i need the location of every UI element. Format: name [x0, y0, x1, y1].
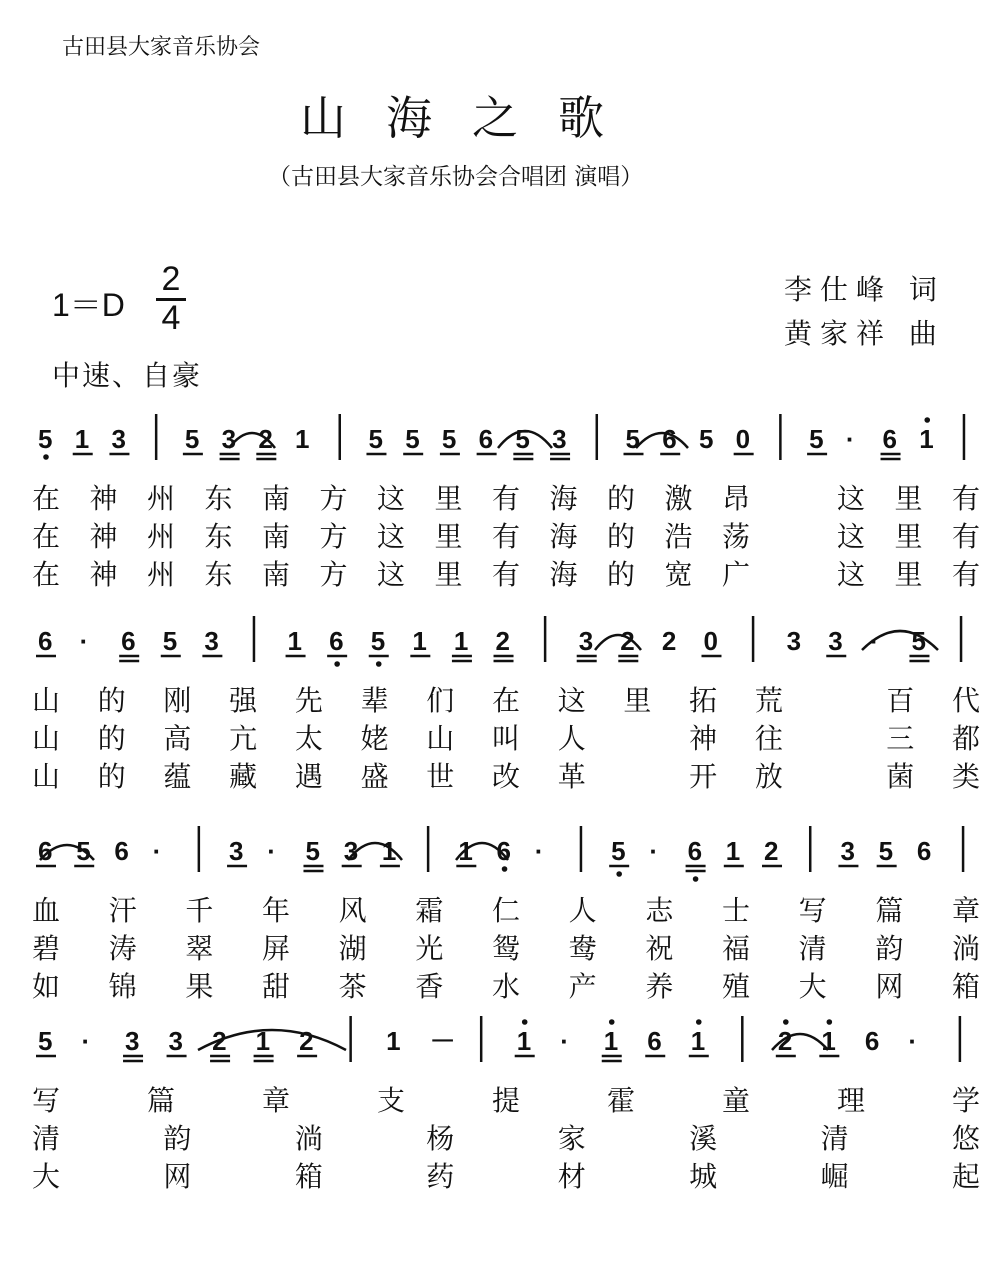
lyric-char: 改 [492, 760, 521, 793]
note-6: 6 [114, 836, 129, 866]
lyric-char: 有 [492, 558, 521, 591]
note-3: 3 [840, 836, 855, 866]
lyric-char: 太 [294, 722, 323, 755]
lyric-char: 悠 [952, 1122, 981, 1155]
high-octave-dot [827, 1019, 833, 1025]
lyric-char: 叫 [492, 722, 521, 755]
note-5: 5 [184, 424, 200, 454]
dotted-note-dot: · [267, 836, 276, 866]
lyric-char: 祝 [645, 932, 674, 965]
lyric-char: 荒 [754, 684, 783, 717]
lyric-char: 风 [338, 894, 367, 927]
lyric-char: 这 [837, 520, 866, 553]
lyric-char: 激 [664, 482, 693, 515]
low-octave-dot [616, 871, 622, 877]
lyric-char: 类 [952, 760, 981, 793]
note-1: 1 [295, 424, 310, 454]
lyric-char: 辈 [360, 684, 389, 717]
lyric-char: 州 [147, 482, 176, 515]
lyric-char: 的 [607, 558, 636, 591]
lyric-char: 药 [426, 1160, 455, 1193]
lyric-char: 菌 [886, 760, 915, 793]
note-6: 6 [121, 626, 136, 656]
lyric-char: 里 [434, 482, 463, 515]
lyric-char: 崛 [820, 1160, 849, 1193]
lyric-char: 的 [97, 760, 126, 793]
lyric-char: 材 [557, 1160, 586, 1193]
high-octave-dot [924, 417, 930, 423]
note-5: 5 [305, 836, 320, 866]
lyric-char: 涛 [108, 932, 137, 965]
lyric-char: 果 [185, 970, 214, 1003]
note-2: 2 [495, 626, 510, 656]
note-2: 2 [661, 626, 677, 656]
lyric-char: 里 [434, 558, 463, 591]
lyric-char: 香 [415, 970, 444, 1003]
lyric-char: 先 [294, 684, 323, 717]
lyric-char: 里 [434, 520, 463, 553]
lyric-char: 在 [32, 520, 61, 553]
lyric-char: 山 [32, 722, 61, 755]
note-6: 6 [496, 836, 512, 866]
note-6: 6 [647, 1026, 662, 1056]
note-－: － [429, 1026, 456, 1056]
lyric-char: 水 [492, 970, 521, 1003]
lyric-char: 的 [97, 684, 126, 717]
lyric-char: 志 [645, 894, 674, 927]
note-1: 1 [255, 1026, 271, 1056]
lyric-char: 网 [163, 1160, 192, 1193]
note-6: 6 [916, 836, 932, 866]
lyric-char: 清 [820, 1122, 849, 1155]
lyric-char: 南 [262, 558, 291, 591]
note-5: 5 [368, 424, 383, 454]
note-5: 5 [515, 424, 530, 454]
dotted-note-dot: · [534, 836, 544, 866]
note-3: 3 [578, 626, 594, 656]
note-5: 5 [162, 626, 178, 656]
lyric-char: 州 [147, 520, 176, 553]
lyric-char: 淌 [294, 1122, 323, 1155]
lyric-char: 盛 [360, 760, 389, 793]
note-1: 1 [690, 1026, 706, 1056]
composer-credit: 黄家祥 曲 [784, 317, 945, 350]
lyric-char: 汗 [108, 894, 137, 927]
lyric-char: 城 [689, 1160, 718, 1193]
note-1: 1 [287, 626, 303, 656]
lyric-char: 杨 [426, 1122, 455, 1155]
dotted-note-dot: · [79, 626, 89, 656]
lyric-char: 宽 [664, 558, 693, 591]
lyric-char: 有 [952, 520, 981, 553]
high-octave-dot [783, 1019, 789, 1025]
lyric-char: 殖 [722, 970, 751, 1003]
lyric-char: 山 [32, 684, 61, 717]
lyric-char: 蕴 [163, 760, 192, 793]
lyric-char: 方 [319, 520, 348, 553]
note-6: 6 [38, 836, 53, 866]
dotted-note-dot: · [649, 836, 659, 866]
lyric-char: 清 [32, 1122, 61, 1155]
lyric-char: 神 [89, 520, 118, 553]
lyric-char: 往 [754, 722, 783, 755]
low-octave-dot [376, 661, 382, 667]
note-1: 1 [919, 424, 934, 454]
lyric-char: 箱 [294, 1160, 323, 1193]
lyric-char: 广 [722, 558, 751, 591]
dotted-note-dot: · [81, 1026, 91, 1056]
note-1: 1 [453, 626, 469, 656]
lyric-char: 南 [262, 520, 291, 553]
lyric-char: 人 [568, 894, 597, 927]
lyric-char: 山 [32, 760, 61, 793]
lyric-char: 神 [89, 482, 118, 515]
lyric-char: 茶 [338, 970, 367, 1003]
lyric-char: 有 [492, 482, 521, 515]
lyric-char: 在 [32, 482, 61, 515]
note-5: 5 [38, 1026, 53, 1056]
lyric-char: 提 [492, 1084, 521, 1117]
lyric-char: 里 [894, 558, 923, 591]
lyric-char: 神 [89, 558, 118, 591]
note-6: 6 [329, 626, 344, 656]
lyric-char: 海 [549, 520, 578, 553]
note-3: 3 [343, 836, 359, 866]
lyric-char: 千 [185, 894, 214, 927]
lyric-char: 这 [377, 558, 406, 591]
note-1: 1 [412, 626, 427, 656]
lyric-char: 们 [426, 684, 455, 717]
note-5: 5 [911, 626, 926, 656]
lyric-char: 甜 [262, 970, 291, 1003]
note-1: 1 [603, 1026, 619, 1056]
low-octave-dot [43, 454, 49, 460]
lyric-char: 支 [377, 1084, 406, 1117]
note-2: 2 [764, 836, 779, 866]
note-2: 2 [258, 424, 273, 454]
lyric-char: 里 [623, 684, 652, 717]
lyric-char: 童 [722, 1084, 751, 1117]
lyric-char: 屏 [262, 932, 291, 965]
lyric-char: 士 [722, 894, 751, 927]
lyric-char: 刚 [163, 684, 192, 717]
low-octave-dot [334, 661, 340, 667]
lyric-char: 南 [262, 482, 291, 515]
lyric-char: 东 [204, 520, 233, 553]
key-signature: 1＝D [52, 287, 125, 323]
note-2: 2 [620, 626, 635, 656]
tempo-marking: 中速、自豪 [52, 359, 203, 392]
lyric-char: 篇 [147, 1084, 176, 1117]
note-0: 0 [735, 424, 751, 454]
note-2: 2 [299, 1026, 314, 1056]
lyric-char: 神 [689, 722, 718, 755]
lyric-char: 荡 [722, 520, 751, 553]
organization-header: 古田县大家音乐协会 [62, 35, 261, 60]
lyric-char: 方 [319, 482, 348, 515]
note-3: 3 [221, 424, 237, 454]
note-3: 3 [786, 626, 802, 656]
note-6: 6 [38, 626, 53, 656]
note-0: 0 [703, 626, 718, 656]
lyric-char: 姥 [360, 722, 389, 755]
lyric-char: 开 [689, 760, 718, 793]
lyric-char: 代 [952, 684, 981, 717]
lyric-char: 大 [32, 1160, 61, 1193]
lyric-char: 有 [952, 482, 981, 515]
lyric-char: 东 [204, 558, 233, 591]
note-2: 2 [777, 1026, 793, 1056]
note-1: 1 [74, 424, 90, 454]
lyric-char: 山 [426, 722, 455, 755]
lyric-char: 理 [837, 1084, 866, 1117]
lyric-char: 州 [147, 558, 176, 591]
lyric-char: 东 [204, 482, 233, 515]
time-signature-top: 2 [156, 262, 186, 301]
lyricist-credit: 李仕峰 词 [784, 273, 945, 306]
lyric-char: 光 [415, 932, 444, 965]
lyric-char: 章 [262, 1084, 291, 1117]
lyric-char: 放 [754, 760, 783, 793]
note-3: 3 [204, 626, 219, 656]
lyric-char: 篇 [875, 894, 904, 927]
lyric-char: 韵 [875, 932, 904, 965]
note-5: 5 [809, 424, 824, 454]
lyric-char: 里 [894, 520, 923, 553]
lyric-char: 百 [886, 684, 915, 717]
lyric-char: 有 [952, 558, 981, 591]
lyric-char: 方 [319, 558, 348, 591]
high-octave-dot [522, 1019, 528, 1025]
lyric-char: 锦 [108, 970, 137, 1003]
lyric-char: 的 [607, 520, 636, 553]
note-2: 2 [212, 1026, 227, 1056]
lyric-char: 鸯 [568, 932, 597, 965]
lyric-char: 霍 [607, 1084, 636, 1117]
note-1: 1 [516, 1026, 532, 1056]
lyric-char: 这 [377, 520, 406, 553]
song-title: 山海之歌 [300, 91, 644, 145]
note-1: 1 [458, 836, 473, 866]
high-octave-dot [609, 1019, 615, 1025]
lyric-char: 福 [722, 932, 751, 965]
lyric-char: 霜 [415, 894, 444, 927]
lyric-char: 养 [645, 970, 674, 1003]
song-subtitle: （古田县大家音乐协会合唱团 演唱） [268, 164, 644, 190]
note-1: 1 [386, 1026, 401, 1056]
dotted-note-dot: · [845, 424, 855, 454]
lyric-char: 海 [549, 482, 578, 515]
note-6: 6 [864, 1026, 880, 1056]
lyric-char: 仁 [492, 894, 521, 927]
lyric-char: 有 [492, 520, 521, 553]
low-octave-dot [502, 866, 508, 872]
lyric-char: 大 [798, 970, 827, 1003]
lyric-char: 世 [426, 760, 455, 793]
note-6: 6 [687, 836, 703, 866]
note-1: 1 [725, 836, 741, 866]
lyric-char: 溪 [689, 1122, 718, 1155]
note-5: 5 [370, 626, 386, 656]
dotted-note-dot: · [869, 626, 879, 656]
note-5: 5 [878, 836, 894, 866]
note-5: 5 [698, 424, 714, 454]
lyric-char: 韵 [163, 1122, 192, 1155]
lyric-char: 写 [798, 894, 827, 927]
note-5: 5 [405, 424, 420, 454]
lyric-char: 淌 [952, 932, 981, 965]
lyric-char: 家 [557, 1122, 586, 1155]
lyric-char: 如 [32, 970, 61, 1003]
lyric-char: 高 [163, 722, 192, 755]
lyric-char: 拓 [689, 684, 718, 717]
lyric-char: 清 [798, 932, 827, 965]
lyric-char: 在 [492, 684, 521, 717]
lyric-char: 昂 [722, 482, 751, 515]
note-3: 3 [111, 424, 126, 454]
lyric-char: 在 [32, 558, 61, 591]
lyric-char: 年 [262, 894, 291, 927]
lyric-char: 写 [32, 1084, 61, 1117]
lyric-char: 这 [837, 482, 866, 515]
lyric-char: 都 [952, 722, 981, 755]
note-1: 1 [821, 1026, 836, 1056]
dotted-note-dot: · [152, 836, 162, 866]
note-5: 5 [76, 836, 91, 866]
dotted-note-dot: · [908, 1026, 918, 1056]
note-1: 1 [381, 836, 397, 866]
note-6: 6 [478, 424, 494, 454]
lyric-char: 的 [97, 722, 126, 755]
lyric-char: 的 [607, 482, 636, 515]
note-6: 6 [882, 424, 897, 454]
lyric-char: 革 [557, 760, 586, 793]
note-5: 5 [625, 424, 640, 454]
lyric-char: 起 [952, 1160, 981, 1193]
lyric-char: 海 [549, 558, 578, 591]
lyric-char: 三 [886, 722, 915, 755]
note-6: 6 [662, 424, 677, 454]
note-5: 5 [611, 836, 626, 866]
lyric-char: 产 [568, 970, 597, 1003]
lyric-char: 里 [894, 482, 923, 515]
time-signature-bottom: 4 [161, 299, 181, 337]
lyric-char: 碧 [32, 932, 61, 965]
lyric-char: 湖 [338, 932, 367, 965]
lyric-char: 血 [32, 894, 61, 927]
lyric-char: 这 [557, 684, 586, 717]
lyric-char: 这 [377, 482, 406, 515]
note-5: 5 [38, 424, 53, 454]
note-3: 3 [828, 626, 843, 656]
lyric-char: 翠 [185, 932, 214, 965]
lyric-char: 网 [875, 970, 904, 1003]
note-3: 3 [552, 424, 567, 454]
lyric-char: 藏 [229, 760, 258, 793]
lyric-char: 章 [952, 894, 981, 927]
high-octave-dot [696, 1019, 702, 1025]
lyric-char: 箱 [952, 970, 981, 1003]
lyric-char: 鸳 [492, 932, 521, 965]
lyric-char: 亢 [229, 722, 258, 755]
low-octave-dot [693, 876, 699, 882]
lyric-char: 浩 [664, 520, 693, 553]
note-3: 3 [168, 1026, 184, 1056]
dotted-note-dot: · [560, 1026, 569, 1056]
note-5: 5 [441, 424, 457, 454]
lyric-char: 人 [557, 722, 586, 755]
lyric-char: 强 [229, 684, 258, 717]
note-3: 3 [229, 836, 244, 866]
note-3: 3 [125, 1026, 140, 1056]
lyric-char: 学 [952, 1084, 981, 1117]
lyric-char: 这 [837, 558, 866, 591]
lyric-char: 遇 [294, 760, 323, 793]
